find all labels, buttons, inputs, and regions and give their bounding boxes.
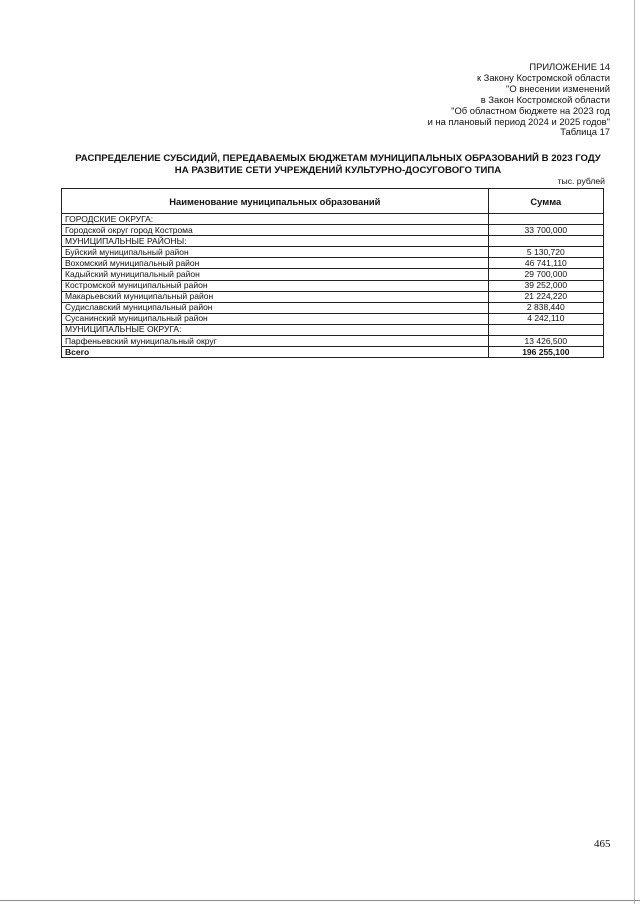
table-row (62, 280, 604, 291)
table-row-section (62, 214, 604, 225)
row-name: Костромской муниципальный район (62, 280, 489, 291)
total-sum: 196 255,100 (488, 347, 603, 358)
header-sum: Сумма (488, 189, 603, 214)
row-sum: 21 224,220 (488, 291, 603, 302)
annex-line: "О внесении изменений (506, 82, 610, 94)
table-row (62, 291, 604, 302)
row-name: Судиславский муниципальный район (62, 302, 489, 313)
table-header-row (62, 189, 604, 214)
title-line-2: НА РАЗВИТИЕ СЕТИ УЧРЕЖДЕНИЙ КУЛЬТУРНО-ДОСУГОВОГО ТИПА (174, 164, 502, 176)
annex-header (428, 62, 610, 138)
page-edge-right (634, 0, 635, 904)
row-name: Буйский муниципальный район (62, 247, 489, 258)
annex-line: "Об областном бюджете на 2023 год (451, 104, 610, 116)
row-name: МУНИЦИПАЛЬНЫЕ ОКРУГА: (62, 324, 489, 335)
row-sum: 29 700,000 (488, 269, 603, 280)
row-sum (488, 324, 603, 335)
subsidy-table (61, 188, 604, 358)
table-row (62, 247, 604, 258)
row-name: Макарьевский муниципальный район (62, 291, 489, 302)
row-sum: 13 426,500 (488, 336, 603, 347)
page-edge-bottom (0, 900, 640, 901)
table-row (62, 225, 604, 236)
row-name: Городской округ город Кострома (62, 225, 489, 236)
unit-label: тыс. рублей (557, 176, 605, 186)
annex-line: в Закон Костромской области (480, 93, 610, 105)
table-number: Таблица 17 (560, 126, 610, 138)
table-row (62, 302, 604, 313)
page-number: 465 (594, 838, 611, 850)
row-sum: 39 252,000 (488, 280, 603, 291)
row-sum: 5 130,720 (488, 247, 603, 258)
annex-line: и на плановый период 2024 и 2025 годов" (427, 115, 610, 127)
row-sum: 46 741,110 (488, 258, 603, 269)
row-sum: 4 242,110 (488, 313, 603, 324)
row-name: МУНИЦИПАЛЬНЫЕ РАЙОНЫ: (62, 236, 489, 247)
row-sum: 33 700,000 (488, 225, 603, 236)
row-name: ГОРОДСКИЕ ОКРУГА: (62, 214, 489, 225)
annex-line: к Закону Костромской области (476, 71, 610, 83)
row-name: Кадыйский муниципальный район (62, 269, 489, 280)
row-name: Сусанинский муниципальный район (62, 313, 489, 324)
table-row-section (62, 324, 604, 335)
row-name: Парфеньевский муниципальный округ (62, 336, 489, 347)
total-label: Всего (62, 347, 489, 358)
header-name: Наименование муниципальных образований (62, 189, 489, 214)
table-row (62, 313, 604, 324)
row-sum (488, 236, 603, 247)
annex-line: ПРИЛОЖЕНИЕ 14 (529, 61, 610, 72)
table-total-row (62, 347, 604, 358)
table-row (62, 258, 604, 269)
title-line-1: РАСПРЕДЕЛЕНИЕ СУБСИДИЙ, ПЕРЕДАВАЕМЫХ БЮДЖЕТАМ МУНИЦИПАЛЬНЫХ ОБРАЗОВАНИЙ В 2023 ГОДУ (75, 153, 601, 164)
table-row (62, 269, 604, 280)
row-name: Вохомский муниципальный район (62, 258, 489, 269)
document-title (60, 153, 616, 176)
table-row-section (62, 236, 604, 247)
table-row (62, 336, 604, 347)
row-sum: 2 838,440 (488, 302, 603, 313)
row-sum (488, 214, 603, 225)
